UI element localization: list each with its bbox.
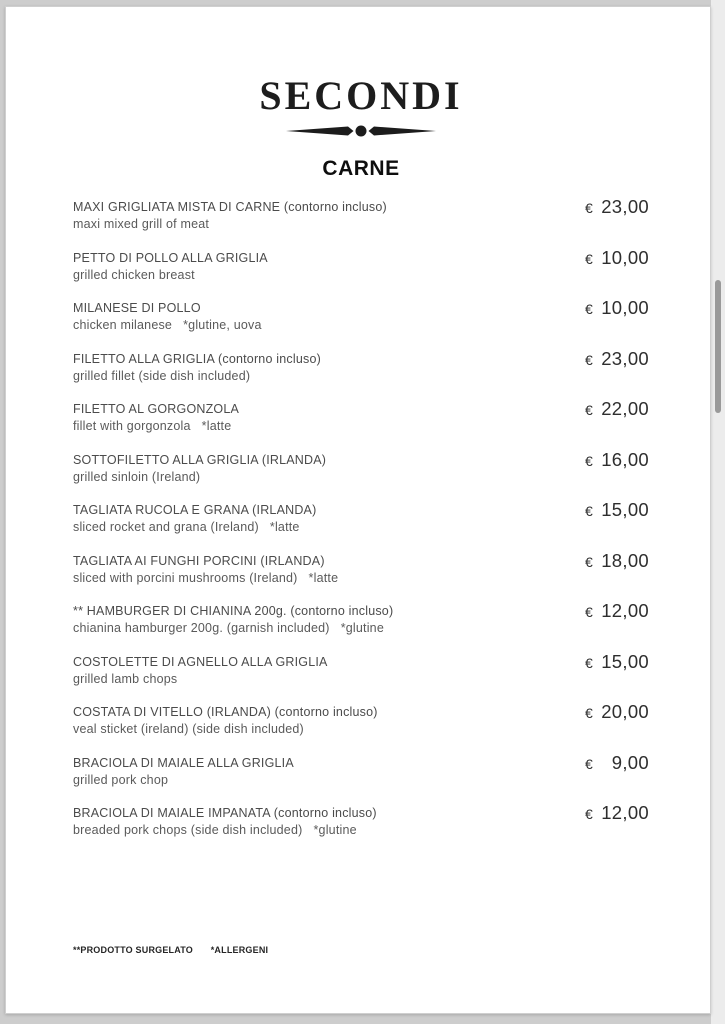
price-value: 23,00 <box>601 347 649 369</box>
price-value: 23,00 <box>601 196 649 217</box>
item-name: MAXI GRIGLIATA MISTA DI CARNE (contorno incluso) <box>73 200 387 214</box>
item-price <box>585 247 649 269</box>
menu-item <box>73 751 649 789</box>
item-name: BRACIOLA DI MAIALE IMPANATA (contorno incluso) <box>73 806 377 820</box>
item-description: chicken milanese *glutine, uova <box>73 318 262 332</box>
menu-item <box>73 297 649 334</box>
scrollbar-track[interactable] <box>711 0 725 1024</box>
currency-symbol: € <box>585 755 593 772</box>
menu-item-text <box>73 603 585 637</box>
currency-symbol: € <box>585 553 593 570</box>
menu-item <box>73 347 649 385</box>
currency-symbol: € <box>585 301 593 317</box>
item-description: grilled sinloin (Ireland) <box>73 469 201 484</box>
item-name: MILANESE DI POLLO <box>73 301 201 315</box>
item-description: fillet with gorgonzola *latte <box>73 419 232 433</box>
menu-item <box>73 246 649 284</box>
menu-item-text <box>73 300 585 334</box>
item-description: grilled lamb chops <box>73 671 178 686</box>
menu-item-text <box>73 755 585 789</box>
menu-item <box>73 499 649 536</box>
menu-item-text <box>73 553 585 587</box>
menu-page <box>5 6 711 1014</box>
item-name: TAGLIATA RUCOLA E GRANA (IRLANDA) <box>73 503 317 517</box>
item-description: maxi mixed grill of meat <box>73 217 210 231</box>
item-name: TAGLIATA AI FUNGHI PORCINI (IRLANDA) <box>73 553 325 568</box>
item-price <box>585 348 649 370</box>
item-name: FILETTO ALLA GRIGLIA (contorno incluso) <box>73 351 321 366</box>
item-name: FILETTO AL GORGONZOLA <box>73 402 240 416</box>
menu-item-text <box>73 805 585 839</box>
menu-item <box>73 600 649 637</box>
price-value: 18,00 <box>601 549 649 571</box>
currency-symbol: € <box>585 654 593 671</box>
item-price <box>585 499 649 521</box>
price-value: 15,00 <box>601 650 649 672</box>
item-description: chianina hamburger 200g. (garnish included) *glutine <box>73 621 384 635</box>
item-description: grilled chicken breast <box>73 267 195 282</box>
menu-item-text <box>73 654 585 688</box>
currency-symbol: € <box>585 351 593 368</box>
item-name: COSTATA DI VITELLO (IRLANDA) (contorno incluso) <box>73 705 378 719</box>
item-price <box>585 449 649 471</box>
price-value: 16,00 <box>601 448 649 470</box>
menu-item-text <box>73 250 585 284</box>
menu-item-text <box>73 351 585 385</box>
price-value: 9,00 <box>611 751 649 773</box>
menu-list <box>73 196 649 839</box>
price-value: 12,00 <box>601 802 649 823</box>
menu-item <box>73 650 649 688</box>
currency-symbol: € <box>585 402 593 418</box>
menu-item-text <box>73 401 585 435</box>
page-title: SECONDI <box>259 73 463 118</box>
frozen-product-note: **PRODOTTO SURGELATO <box>73 945 194 955</box>
item-description: breaded pork chops (side dish included) *glutine <box>73 823 357 837</box>
item-description: veal sticket (ireland) (side dish included) <box>73 722 304 736</box>
ornament-divider-icon <box>73 122 649 140</box>
item-name: SOTTOFILETTO ALLA GRIGLIA (IRLANDA) <box>73 452 327 467</box>
currency-symbol: € <box>585 452 593 469</box>
price-value: 12,00 <box>601 600 649 621</box>
price-value: 15,00 <box>601 499 649 520</box>
item-name: ** HAMBURGER DI CHIANINA 200g. (contorno incluso) <box>73 604 394 618</box>
item-description: sliced rocket and grana (Ireland) *latte <box>73 520 300 534</box>
item-price <box>585 297 649 319</box>
item-price <box>585 651 649 673</box>
currency-symbol: € <box>585 503 593 519</box>
item-name: PETTO DI POLLO ALLA GRIGLIA <box>73 250 268 265</box>
footnotes <box>73 945 649 955</box>
currency-symbol: € <box>585 604 593 620</box>
item-description: grilled pork chop <box>73 772 169 787</box>
section-title: CARNE <box>322 157 400 180</box>
menu-item-text <box>73 502 585 536</box>
price-value: 22,00 <box>601 398 649 419</box>
item-name: COSTOLETTE DI AGNELLO ALLA GRIGLIA <box>73 654 328 669</box>
menu-item-text <box>73 199 585 233</box>
currency-symbol: € <box>585 705 593 721</box>
item-price <box>585 196 649 218</box>
menu-item <box>73 398 649 435</box>
allergens-note: *ALLERGENI <box>210 945 269 955</box>
menu-item-text <box>73 704 585 738</box>
item-description: sliced with porcini mushrooms (Ireland) *latte <box>73 570 339 585</box>
menu-item-text <box>73 452 585 486</box>
item-price <box>585 550 649 572</box>
item-description: grilled fillet (side dish included) <box>73 368 251 383</box>
menu-item <box>73 196 649 233</box>
price-value: 10,00 <box>601 246 649 268</box>
menu-item <box>73 448 649 486</box>
item-price <box>585 802 649 824</box>
currency-symbol: € <box>585 250 593 267</box>
price-value: 20,00 <box>601 701 649 722</box>
currency-symbol: € <box>585 200 593 216</box>
currency-symbol: € <box>585 806 593 822</box>
item-price <box>585 600 649 622</box>
item-name: BRACIOLA DI MAIALE ALLA GRIGLIA <box>73 755 294 770</box>
price-value: 10,00 <box>601 297 649 318</box>
scrollbar-thumb[interactable] <box>715 280 721 413</box>
item-price <box>585 752 649 774</box>
menu-item <box>73 549 649 587</box>
item-price <box>585 398 649 420</box>
item-price <box>585 701 649 723</box>
menu-item <box>73 802 649 839</box>
menu-item <box>73 701 649 738</box>
